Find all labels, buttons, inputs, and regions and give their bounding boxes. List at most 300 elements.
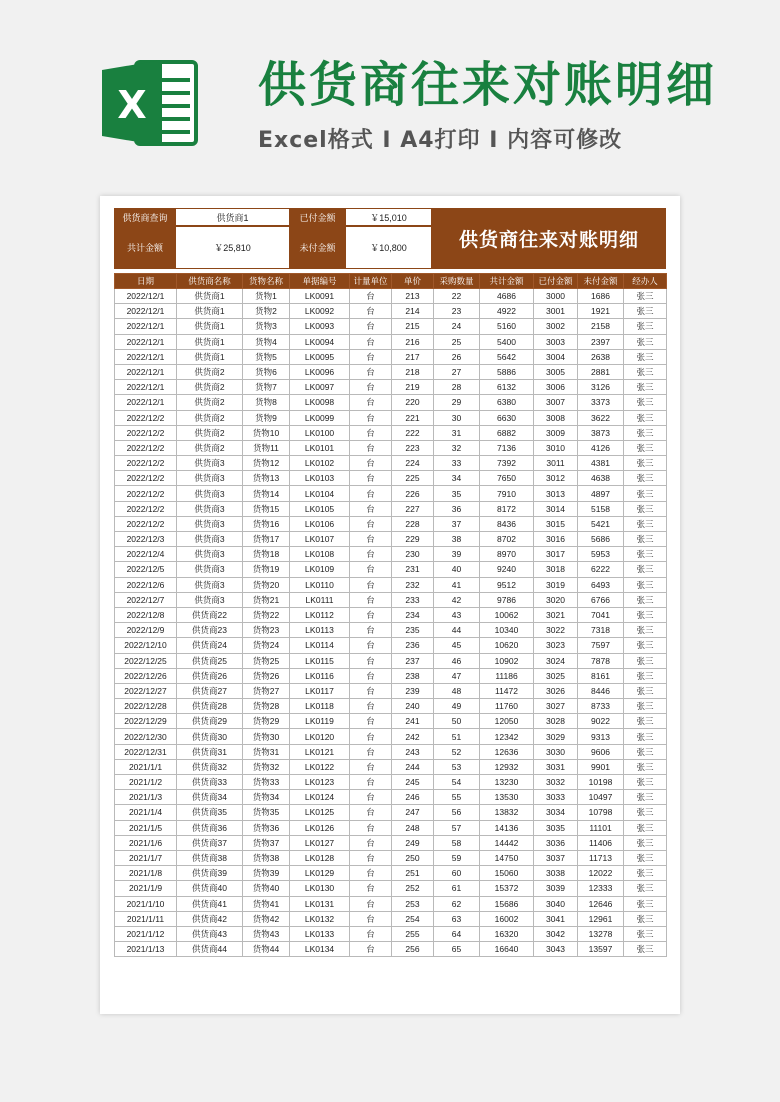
cell-qty[interactable]: 51	[434, 729, 480, 744]
cell-paid[interactable]: 3028	[534, 714, 578, 729]
cell-date[interactable]: 2022/12/1	[115, 349, 177, 364]
cell-date[interactable]: 2022/12/5	[115, 562, 177, 577]
cell-total[interactable]: 12342	[480, 729, 534, 744]
cell-qty[interactable]: 49	[434, 699, 480, 714]
cell-paid[interactable]: 3015	[534, 516, 578, 531]
cell-total[interactable]: 9786	[480, 592, 534, 607]
cell-paid[interactable]: 3042	[534, 926, 578, 941]
cell-unpaid[interactable]: 10798	[578, 805, 624, 820]
cell-doc-no[interactable]: LK0122	[290, 759, 350, 774]
cell-qty[interactable]: 24	[434, 319, 480, 334]
cell-supplier[interactable]: 供货商32	[177, 759, 243, 774]
cell-goods[interactable]: 货物11	[243, 440, 290, 455]
cell-paid[interactable]: 3013	[534, 486, 578, 501]
cell-goods[interactable]: 货物21	[243, 592, 290, 607]
cell-supplier[interactable]: 供货商2	[177, 364, 243, 379]
cell-handler[interactable]: 张三	[624, 653, 667, 668]
cell-supplier[interactable]: 供货商3	[177, 547, 243, 562]
cell-unit[interactable]: 台	[350, 440, 392, 455]
cell-unpaid[interactable]: 13597	[578, 942, 624, 957]
cell-unpaid[interactable]: 1686	[578, 289, 624, 304]
cell-unit-price[interactable]: 236	[392, 638, 434, 653]
cell-handler[interactable]: 张三	[624, 577, 667, 592]
cell-unit[interactable]: 台	[350, 516, 392, 531]
cell-unit[interactable]: 台	[350, 911, 392, 926]
cell-supplier[interactable]: 供货商34	[177, 790, 243, 805]
cell-handler[interactable]: 张三	[624, 835, 667, 850]
cell-unpaid[interactable]: 4638	[578, 471, 624, 486]
cell-date[interactable]: 2021/1/6	[115, 835, 177, 850]
cell-unit-price[interactable]: 251	[392, 866, 434, 881]
cell-unpaid[interactable]: 4126	[578, 440, 624, 455]
cell-unpaid[interactable]: 11713	[578, 850, 624, 865]
cell-handler[interactable]: 张三	[624, 319, 667, 334]
cell-supplier[interactable]: 供货商43	[177, 926, 243, 941]
cell-handler[interactable]: 张三	[624, 592, 667, 607]
cell-goods[interactable]: 货物37	[243, 835, 290, 850]
cell-unit-price[interactable]: 245	[392, 775, 434, 790]
cell-unit-price[interactable]: 221	[392, 410, 434, 425]
cell-goods[interactable]: 货物22	[243, 607, 290, 622]
cell-goods[interactable]: 货物42	[243, 911, 290, 926]
cell-handler[interactable]: 张三	[624, 501, 667, 516]
cell-unit-price[interactable]: 219	[392, 380, 434, 395]
cell-unit-price[interactable]: 240	[392, 699, 434, 714]
cell-unpaid[interactable]: 5686	[578, 532, 624, 547]
cell-qty[interactable]: 50	[434, 714, 480, 729]
cell-supplier[interactable]: 供货商31	[177, 744, 243, 759]
cell-qty[interactable]: 22	[434, 289, 480, 304]
cell-date[interactable]: 2022/12/9	[115, 623, 177, 638]
cell-supplier[interactable]: 供货商41	[177, 896, 243, 911]
cell-handler[interactable]: 张三	[624, 729, 667, 744]
cell-unpaid[interactable]: 3126	[578, 380, 624, 395]
cell-unit-price[interactable]: 249	[392, 835, 434, 850]
cell-unpaid[interactable]: 9022	[578, 714, 624, 729]
cell-doc-no[interactable]: LK0119	[290, 714, 350, 729]
cell-date[interactable]: 2021/1/3	[115, 790, 177, 805]
cell-unit-price[interactable]: 216	[392, 334, 434, 349]
cell-handler[interactable]: 张三	[624, 532, 667, 547]
cell-total[interactable]: 12932	[480, 759, 534, 774]
cell-total[interactable]: 14750	[480, 850, 534, 865]
cell-unit-price[interactable]: 230	[392, 547, 434, 562]
cell-qty[interactable]: 46	[434, 653, 480, 668]
cell-paid[interactable]: 3027	[534, 699, 578, 714]
cell-unpaid[interactable]: 7318	[578, 623, 624, 638]
cell-supplier[interactable]: 供货商1	[177, 289, 243, 304]
cell-date[interactable]: 2022/12/2	[115, 471, 177, 486]
cell-handler[interactable]: 张三	[624, 440, 667, 455]
cell-total[interactable]: 10062	[480, 607, 534, 622]
cell-goods[interactable]: 货物2	[243, 304, 290, 319]
cell-date[interactable]: 2022/12/8	[115, 607, 177, 622]
cell-date[interactable]: 2021/1/10	[115, 896, 177, 911]
cell-handler[interactable]: 张三	[624, 349, 667, 364]
cell-total[interactable]: 16002	[480, 911, 534, 926]
cell-unit[interactable]: 台	[350, 334, 392, 349]
cell-date[interactable]: 2022/12/2	[115, 501, 177, 516]
cell-handler[interactable]: 张三	[624, 896, 667, 911]
cell-paid[interactable]: 3010	[534, 440, 578, 455]
cell-supplier[interactable]: 供货商2	[177, 380, 243, 395]
cell-doc-no[interactable]: LK0124	[290, 790, 350, 805]
cell-paid[interactable]: 3040	[534, 896, 578, 911]
cell-unit[interactable]: 台	[350, 820, 392, 835]
cell-supplier[interactable]: 供货商3	[177, 577, 243, 592]
cell-total[interactable]: 12636	[480, 744, 534, 759]
cell-qty[interactable]: 30	[434, 410, 480, 425]
cell-handler[interactable]: 张三	[624, 425, 667, 440]
cell-unit-price[interactable]: 224	[392, 456, 434, 471]
cell-unit-price[interactable]: 213	[392, 289, 434, 304]
cell-paid[interactable]: 3012	[534, 471, 578, 486]
cell-date[interactable]: 2021/1/8	[115, 866, 177, 881]
cell-doc-no[interactable]: LK0108	[290, 547, 350, 562]
cell-doc-no[interactable]: LK0102	[290, 456, 350, 471]
cell-qty[interactable]: 54	[434, 775, 480, 790]
cell-unit-price[interactable]: 237	[392, 653, 434, 668]
cell-doc-no[interactable]: LK0133	[290, 926, 350, 941]
cell-total[interactable]: 7910	[480, 486, 534, 501]
cell-goods[interactable]: 货物39	[243, 866, 290, 881]
cell-qty[interactable]: 36	[434, 501, 480, 516]
cell-paid[interactable]: 3017	[534, 547, 578, 562]
cell-unit-price[interactable]: 215	[392, 319, 434, 334]
cell-doc-no[interactable]: LK0100	[290, 425, 350, 440]
cell-unit[interactable]: 台	[350, 850, 392, 865]
cell-handler[interactable]: 张三	[624, 334, 667, 349]
cell-unpaid[interactable]: 8161	[578, 668, 624, 683]
cell-paid[interactable]: 3009	[534, 425, 578, 440]
cell-handler[interactable]: 张三	[624, 714, 667, 729]
cell-doc-no[interactable]: LK0123	[290, 775, 350, 790]
cell-doc-no[interactable]: LK0103	[290, 471, 350, 486]
cell-unit-price[interactable]: 226	[392, 486, 434, 501]
cell-qty[interactable]: 27	[434, 364, 480, 379]
cell-date[interactable]: 2022/12/2	[115, 516, 177, 531]
cell-paid[interactable]: 3006	[534, 380, 578, 395]
cell-goods[interactable]: 货物25	[243, 653, 290, 668]
cell-supplier[interactable]: 供货商22	[177, 607, 243, 622]
cell-unpaid[interactable]: 12961	[578, 911, 624, 926]
cell-supplier[interactable]: 供货商3	[177, 456, 243, 471]
cell-doc-no[interactable]: LK0128	[290, 850, 350, 865]
cell-unpaid[interactable]: 8733	[578, 699, 624, 714]
cell-qty[interactable]: 38	[434, 532, 480, 547]
cell-unit[interactable]: 台	[350, 364, 392, 379]
cell-unit-price[interactable]: 239	[392, 683, 434, 698]
cell-unpaid[interactable]: 5158	[578, 501, 624, 516]
cell-unit-price[interactable]: 255	[392, 926, 434, 941]
cell-supplier[interactable]: 供货商42	[177, 911, 243, 926]
cell-doc-no[interactable]: LK0096	[290, 364, 350, 379]
cell-date[interactable]: 2022/12/29	[115, 714, 177, 729]
cell-date[interactable]: 2022/12/31	[115, 744, 177, 759]
cell-handler[interactable]: 张三	[624, 410, 667, 425]
cell-date[interactable]: 2021/1/5	[115, 820, 177, 835]
cell-total[interactable]: 13832	[480, 805, 534, 820]
cell-goods[interactable]: 货物8	[243, 395, 290, 410]
cell-unit[interactable]: 台	[350, 562, 392, 577]
cell-total[interactable]: 12050	[480, 714, 534, 729]
cell-qty[interactable]: 32	[434, 440, 480, 455]
cell-paid[interactable]: 3030	[534, 744, 578, 759]
cell-supplier[interactable]: 供货商1	[177, 319, 243, 334]
cell-supplier[interactable]: 供货商1	[177, 349, 243, 364]
cell-unit[interactable]: 台	[350, 607, 392, 622]
cell-supplier[interactable]: 供货商2	[177, 425, 243, 440]
cell-doc-no[interactable]: LK0125	[290, 805, 350, 820]
cell-total[interactable]: 16320	[480, 926, 534, 941]
cell-paid[interactable]: 3005	[534, 364, 578, 379]
cell-doc-no[interactable]: LK0114	[290, 638, 350, 653]
cell-unit-price[interactable]: 232	[392, 577, 434, 592]
cell-paid[interactable]: 3039	[534, 881, 578, 896]
cell-doc-no[interactable]: LK0126	[290, 820, 350, 835]
cell-unit[interactable]: 台	[350, 744, 392, 759]
cell-qty[interactable]: 52	[434, 744, 480, 759]
cell-unit[interactable]: 台	[350, 683, 392, 698]
cell-handler[interactable]: 张三	[624, 820, 667, 835]
cell-supplier[interactable]: 供货商3	[177, 562, 243, 577]
cell-unit[interactable]: 台	[350, 395, 392, 410]
cell-unpaid[interactable]: 3873	[578, 425, 624, 440]
cell-doc-no[interactable]: LK0106	[290, 516, 350, 531]
cell-unit[interactable]: 台	[350, 304, 392, 319]
cell-unit-price[interactable]: 228	[392, 516, 434, 531]
cell-paid[interactable]: 3020	[534, 592, 578, 607]
cell-doc-no[interactable]: LK0092	[290, 304, 350, 319]
cell-date[interactable]: 2022/12/10	[115, 638, 177, 653]
cell-total[interactable]: 11760	[480, 699, 534, 714]
cell-total[interactable]: 5642	[480, 349, 534, 364]
cell-date[interactable]: 2022/12/2	[115, 410, 177, 425]
cell-unit-price[interactable]: 242	[392, 729, 434, 744]
cell-supplier[interactable]: 供货商27	[177, 683, 243, 698]
cell-qty[interactable]: 34	[434, 471, 480, 486]
cell-goods[interactable]: 货物24	[243, 638, 290, 653]
cell-unit[interactable]: 台	[350, 349, 392, 364]
cell-supplier[interactable]: 供货商1	[177, 334, 243, 349]
cell-supplier[interactable]: 供货商35	[177, 805, 243, 820]
cell-goods[interactable]: 货物15	[243, 501, 290, 516]
supplier-query-field[interactable]: 供货商1	[176, 209, 289, 225]
cell-unit[interactable]: 台	[350, 759, 392, 774]
cell-total[interactable]: 6882	[480, 425, 534, 440]
cell-goods[interactable]: 货物1	[243, 289, 290, 304]
cell-paid[interactable]: 3016	[534, 532, 578, 547]
cell-unit[interactable]: 台	[350, 592, 392, 607]
cell-unit[interactable]: 台	[350, 790, 392, 805]
cell-unit-price[interactable]: 222	[392, 425, 434, 440]
cell-total[interactable]: 4922	[480, 304, 534, 319]
cell-doc-no[interactable]: LK0118	[290, 699, 350, 714]
cell-unit[interactable]: 台	[350, 623, 392, 638]
cell-supplier[interactable]: 供货商38	[177, 850, 243, 865]
cell-doc-no[interactable]: LK0130	[290, 881, 350, 896]
cell-handler[interactable]: 张三	[624, 486, 667, 501]
cell-paid[interactable]: 3019	[534, 577, 578, 592]
cell-date[interactable]: 2022/12/28	[115, 699, 177, 714]
cell-handler[interactable]: 张三	[624, 380, 667, 395]
cell-unit[interactable]: 台	[350, 835, 392, 850]
cell-paid[interactable]: 3043	[534, 942, 578, 957]
cell-total[interactable]: 6132	[480, 380, 534, 395]
cell-goods[interactable]: 货物38	[243, 850, 290, 865]
cell-handler[interactable]: 张三	[624, 547, 667, 562]
cell-handler[interactable]: 张三	[624, 623, 667, 638]
cell-paid[interactable]: 3002	[534, 319, 578, 334]
cell-goods[interactable]: 货物30	[243, 729, 290, 744]
cell-unpaid[interactable]: 6222	[578, 562, 624, 577]
cell-date[interactable]: 2021/1/7	[115, 850, 177, 865]
cell-goods[interactable]: 货物27	[243, 683, 290, 698]
cell-doc-no[interactable]: LK0105	[290, 501, 350, 516]
cell-unpaid[interactable]: 11101	[578, 820, 624, 835]
cell-supplier[interactable]: 供货商37	[177, 835, 243, 850]
cell-unpaid[interactable]: 6493	[578, 577, 624, 592]
cell-goods[interactable]: 货物34	[243, 790, 290, 805]
cell-doc-no[interactable]: LK0104	[290, 486, 350, 501]
cell-total[interactable]: 15060	[480, 866, 534, 881]
cell-unit-price[interactable]: 238	[392, 668, 434, 683]
cell-total[interactable]: 10902	[480, 653, 534, 668]
cell-paid[interactable]: 3033	[534, 790, 578, 805]
cell-supplier[interactable]: 供货商3	[177, 592, 243, 607]
cell-unpaid[interactable]: 10497	[578, 790, 624, 805]
cell-unit[interactable]: 台	[350, 547, 392, 562]
cell-goods[interactable]: 货物20	[243, 577, 290, 592]
cell-paid[interactable]: 3031	[534, 759, 578, 774]
cell-doc-no[interactable]: LK0109	[290, 562, 350, 577]
cell-date[interactable]: 2022/12/1	[115, 334, 177, 349]
cell-unit-price[interactable]: 220	[392, 395, 434, 410]
cell-total[interactable]: 6380	[480, 395, 534, 410]
cell-date[interactable]: 2022/12/26	[115, 668, 177, 683]
cell-unit[interactable]: 台	[350, 699, 392, 714]
cell-date[interactable]: 2022/12/2	[115, 425, 177, 440]
cell-qty[interactable]: 23	[434, 304, 480, 319]
cell-doc-no[interactable]: LK0094	[290, 334, 350, 349]
cell-doc-no[interactable]: LK0134	[290, 942, 350, 957]
cell-goods[interactable]: 货物43	[243, 926, 290, 941]
cell-total[interactable]: 5400	[480, 334, 534, 349]
cell-unit[interactable]: 台	[350, 577, 392, 592]
cell-supplier[interactable]: 供货商2	[177, 410, 243, 425]
cell-unpaid[interactable]: 3622	[578, 410, 624, 425]
cell-qty[interactable]: 31	[434, 425, 480, 440]
cell-doc-no[interactable]: LK0093	[290, 319, 350, 334]
cell-unit-price[interactable]: 248	[392, 820, 434, 835]
cell-total[interactable]: 14136	[480, 820, 534, 835]
cell-unit-price[interactable]: 229	[392, 532, 434, 547]
cell-unit[interactable]: 台	[350, 456, 392, 471]
cell-date[interactable]: 2022/12/25	[115, 653, 177, 668]
cell-doc-no[interactable]: LK0115	[290, 653, 350, 668]
cell-paid[interactable]: 3000	[534, 289, 578, 304]
cell-unpaid[interactable]: 12646	[578, 896, 624, 911]
cell-unit[interactable]: 台	[350, 532, 392, 547]
cell-goods[interactable]: 货物7	[243, 380, 290, 395]
cell-date[interactable]: 2022/12/4	[115, 547, 177, 562]
cell-total[interactable]: 7392	[480, 456, 534, 471]
cell-qty[interactable]: 44	[434, 623, 480, 638]
cell-unit[interactable]: 台	[350, 653, 392, 668]
cell-total[interactable]: 13530	[480, 790, 534, 805]
cell-unit-price[interactable]: 247	[392, 805, 434, 820]
cell-doc-no[interactable]: LK0117	[290, 683, 350, 698]
cell-paid[interactable]: 3021	[534, 607, 578, 622]
cell-qty[interactable]: 47	[434, 668, 480, 683]
cell-unpaid[interactable]: 12022	[578, 866, 624, 881]
cell-doc-no[interactable]: LK0110	[290, 577, 350, 592]
cell-total[interactable]: 5160	[480, 319, 534, 334]
cell-goods[interactable]: 货物5	[243, 349, 290, 364]
cell-qty[interactable]: 43	[434, 607, 480, 622]
cell-total[interactable]: 13230	[480, 775, 534, 790]
cell-doc-no[interactable]: LK0101	[290, 440, 350, 455]
cell-handler[interactable]: 张三	[624, 638, 667, 653]
cell-unit-price[interactable]: 254	[392, 911, 434, 926]
cell-supplier[interactable]: 供货商23	[177, 623, 243, 638]
cell-paid[interactable]: 3007	[534, 395, 578, 410]
cell-qty[interactable]: 39	[434, 547, 480, 562]
cell-supplier[interactable]: 供货商3	[177, 532, 243, 547]
cell-handler[interactable]: 张三	[624, 805, 667, 820]
cell-unit-price[interactable]: 234	[392, 607, 434, 622]
cell-handler[interactable]: 张三	[624, 289, 667, 304]
cell-date[interactable]: 2022/12/7	[115, 592, 177, 607]
cell-goods[interactable]: 货物40	[243, 881, 290, 896]
cell-date[interactable]: 2021/1/9	[115, 881, 177, 896]
cell-qty[interactable]: 48	[434, 683, 480, 698]
cell-date[interactable]: 2022/12/1	[115, 364, 177, 379]
cell-total[interactable]: 11186	[480, 668, 534, 683]
cell-paid[interactable]: 3041	[534, 911, 578, 926]
cell-handler[interactable]: 张三	[624, 926, 667, 941]
cell-date[interactable]: 2021/1/13	[115, 942, 177, 957]
cell-goods[interactable]: 货物41	[243, 896, 290, 911]
cell-unit[interactable]: 台	[350, 380, 392, 395]
cell-total[interactable]: 15372	[480, 881, 534, 896]
cell-unpaid[interactable]: 7041	[578, 607, 624, 622]
cell-handler[interactable]: 张三	[624, 790, 667, 805]
cell-qty[interactable]: 41	[434, 577, 480, 592]
cell-unit[interactable]: 台	[350, 471, 392, 486]
cell-goods[interactable]: 货物29	[243, 714, 290, 729]
cell-handler[interactable]: 张三	[624, 607, 667, 622]
cell-unit-price[interactable]: 235	[392, 623, 434, 638]
cell-supplier[interactable]: 供货商33	[177, 775, 243, 790]
cell-unpaid[interactable]: 2638	[578, 349, 624, 364]
cell-unpaid[interactable]: 7597	[578, 638, 624, 653]
cell-qty[interactable]: 62	[434, 896, 480, 911]
cell-supplier[interactable]: 供货商3	[177, 486, 243, 501]
cell-qty[interactable]: 56	[434, 805, 480, 820]
cell-unit-price[interactable]: 250	[392, 850, 434, 865]
cell-goods[interactable]: 货物13	[243, 471, 290, 486]
cell-unpaid[interactable]: 2881	[578, 364, 624, 379]
cell-qty[interactable]: 57	[434, 820, 480, 835]
cell-unpaid[interactable]: 5421	[578, 516, 624, 531]
cell-unpaid[interactable]: 2397	[578, 334, 624, 349]
cell-paid[interactable]: 3011	[534, 456, 578, 471]
cell-supplier[interactable]: 供货商39	[177, 866, 243, 881]
cell-paid[interactable]: 3037	[534, 850, 578, 865]
cell-handler[interactable]: 张三	[624, 562, 667, 577]
cell-doc-no[interactable]: LK0116	[290, 668, 350, 683]
